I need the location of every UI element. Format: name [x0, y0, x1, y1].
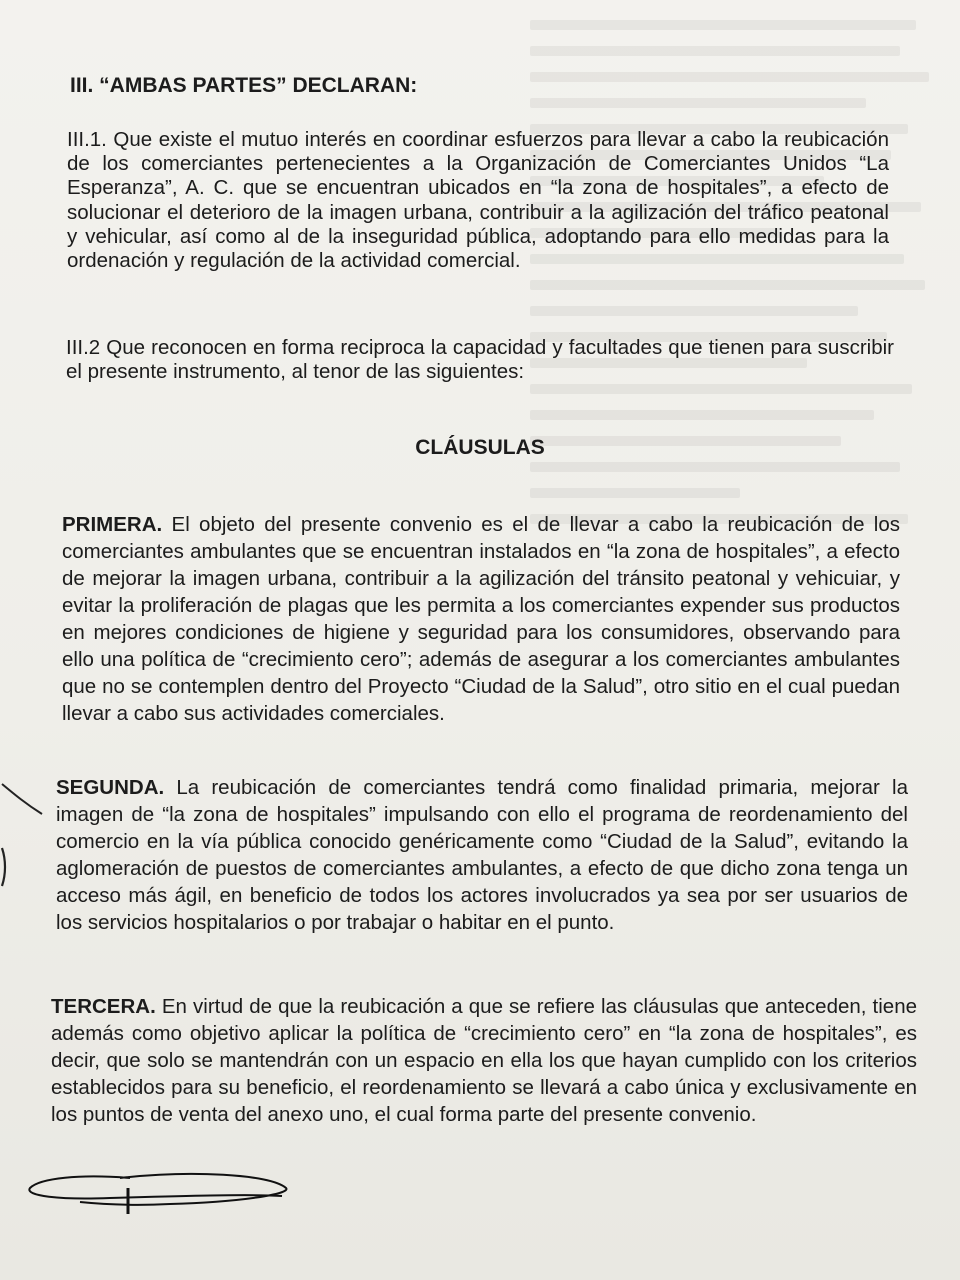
clause-tercera	[51, 993, 917, 1128]
clause-primera	[62, 511, 900, 727]
clause-label: TERCERA.	[51, 995, 156, 1018]
handwritten-signature	[20, 1160, 310, 1230]
clause-label: PRIMERA.	[62, 513, 163, 536]
clause-text: La reubicación de comerciantes tendrá como finalidad primaria, mejorar la imagen de “la zona de hospitales” impulsando con ello el programa de reordenamiento del comercio en la vía pública conocido genéricamente como “Ciudad de la Salud”, evitando la aglomeración de puestos de comerciantes ambulantes, a efecto de que dicho zona tenga un acceso más ágil, en beneficio de todos los actores involucrados ya sea por ser usuarios de los servicios hospitalarios o por trabajar o habitar en el punto.	[56, 776, 908, 934]
clauses-title: CLÁUSULAS	[415, 436, 545, 459]
clause-text: En virtud de que la reubicación a que se refiere las cláusulas que anteceden, tiene además como objetivo aplicar la política de “crecimiento cero” en “la zona de hospitales”, es decir, que solo se mantendrán con un espacio en ella los que hayan cumplido con los criterios establecidos para su beneficio, el reordenamiento se llevará a cabo única y exclusivamente en los puntos de venta del anexo uno, el cual forma parte del presente convenio.	[51, 995, 917, 1126]
bleed-through-text	[530, 20, 950, 540]
declaration-III-2: III.2 Que reconocen en forma reciproca la capacidad y facultades que tienen para suscribir el presente instrumento, al tenor de las siguientes:	[66, 336, 894, 384]
clause-label: SEGUNDA.	[56, 776, 165, 799]
declaration-III-1: III.1. Que existe el mutuo interés en coordinar esfuerzos para llevar a cabo la reubicación de los comerciantes pertenecientes a la Organización de Comerciantes Unidos “La Esperanza”, A. C. que se encuentran ubicados en “la zona de hospitales”, a efecto de solucionar el deterioro de la imagen urbana, contribuir a la agilización del tráfico peatonal y vehicular, así como al de la inseguridad pública, adoptando para ello medidas para la ordenación y regulación de la actividad comercial.	[67, 128, 889, 273]
section-heading: III. “AMBAS PARTES” DECLARAN:	[70, 74, 418, 97]
clause-segunda	[56, 774, 908, 936]
clause-text: El objeto del presente convenio es el de llevar a cabo la reubicación de los comerciantes ambulantes que se encuentran instalados en “la zona de hospitales”, a efecto de mejorar la imagen urbana, contribuir a la agilización del tránsito peatonal y vehicuiar, y evitar la proliferación de plagas que les permita a los comerciantes expender sus productos en mejores condiciones de higiene y seguridad para los consumidores, observando para ello una política de “crecimiento cero”; además de asegurar a los comerciantes ambulantes que no se contemplen dentro del Proyecto “Ciudad de la Salud”, otro sitio en el cual puedan llevar a cabo sus actividades comerciales.	[62, 513, 900, 725]
